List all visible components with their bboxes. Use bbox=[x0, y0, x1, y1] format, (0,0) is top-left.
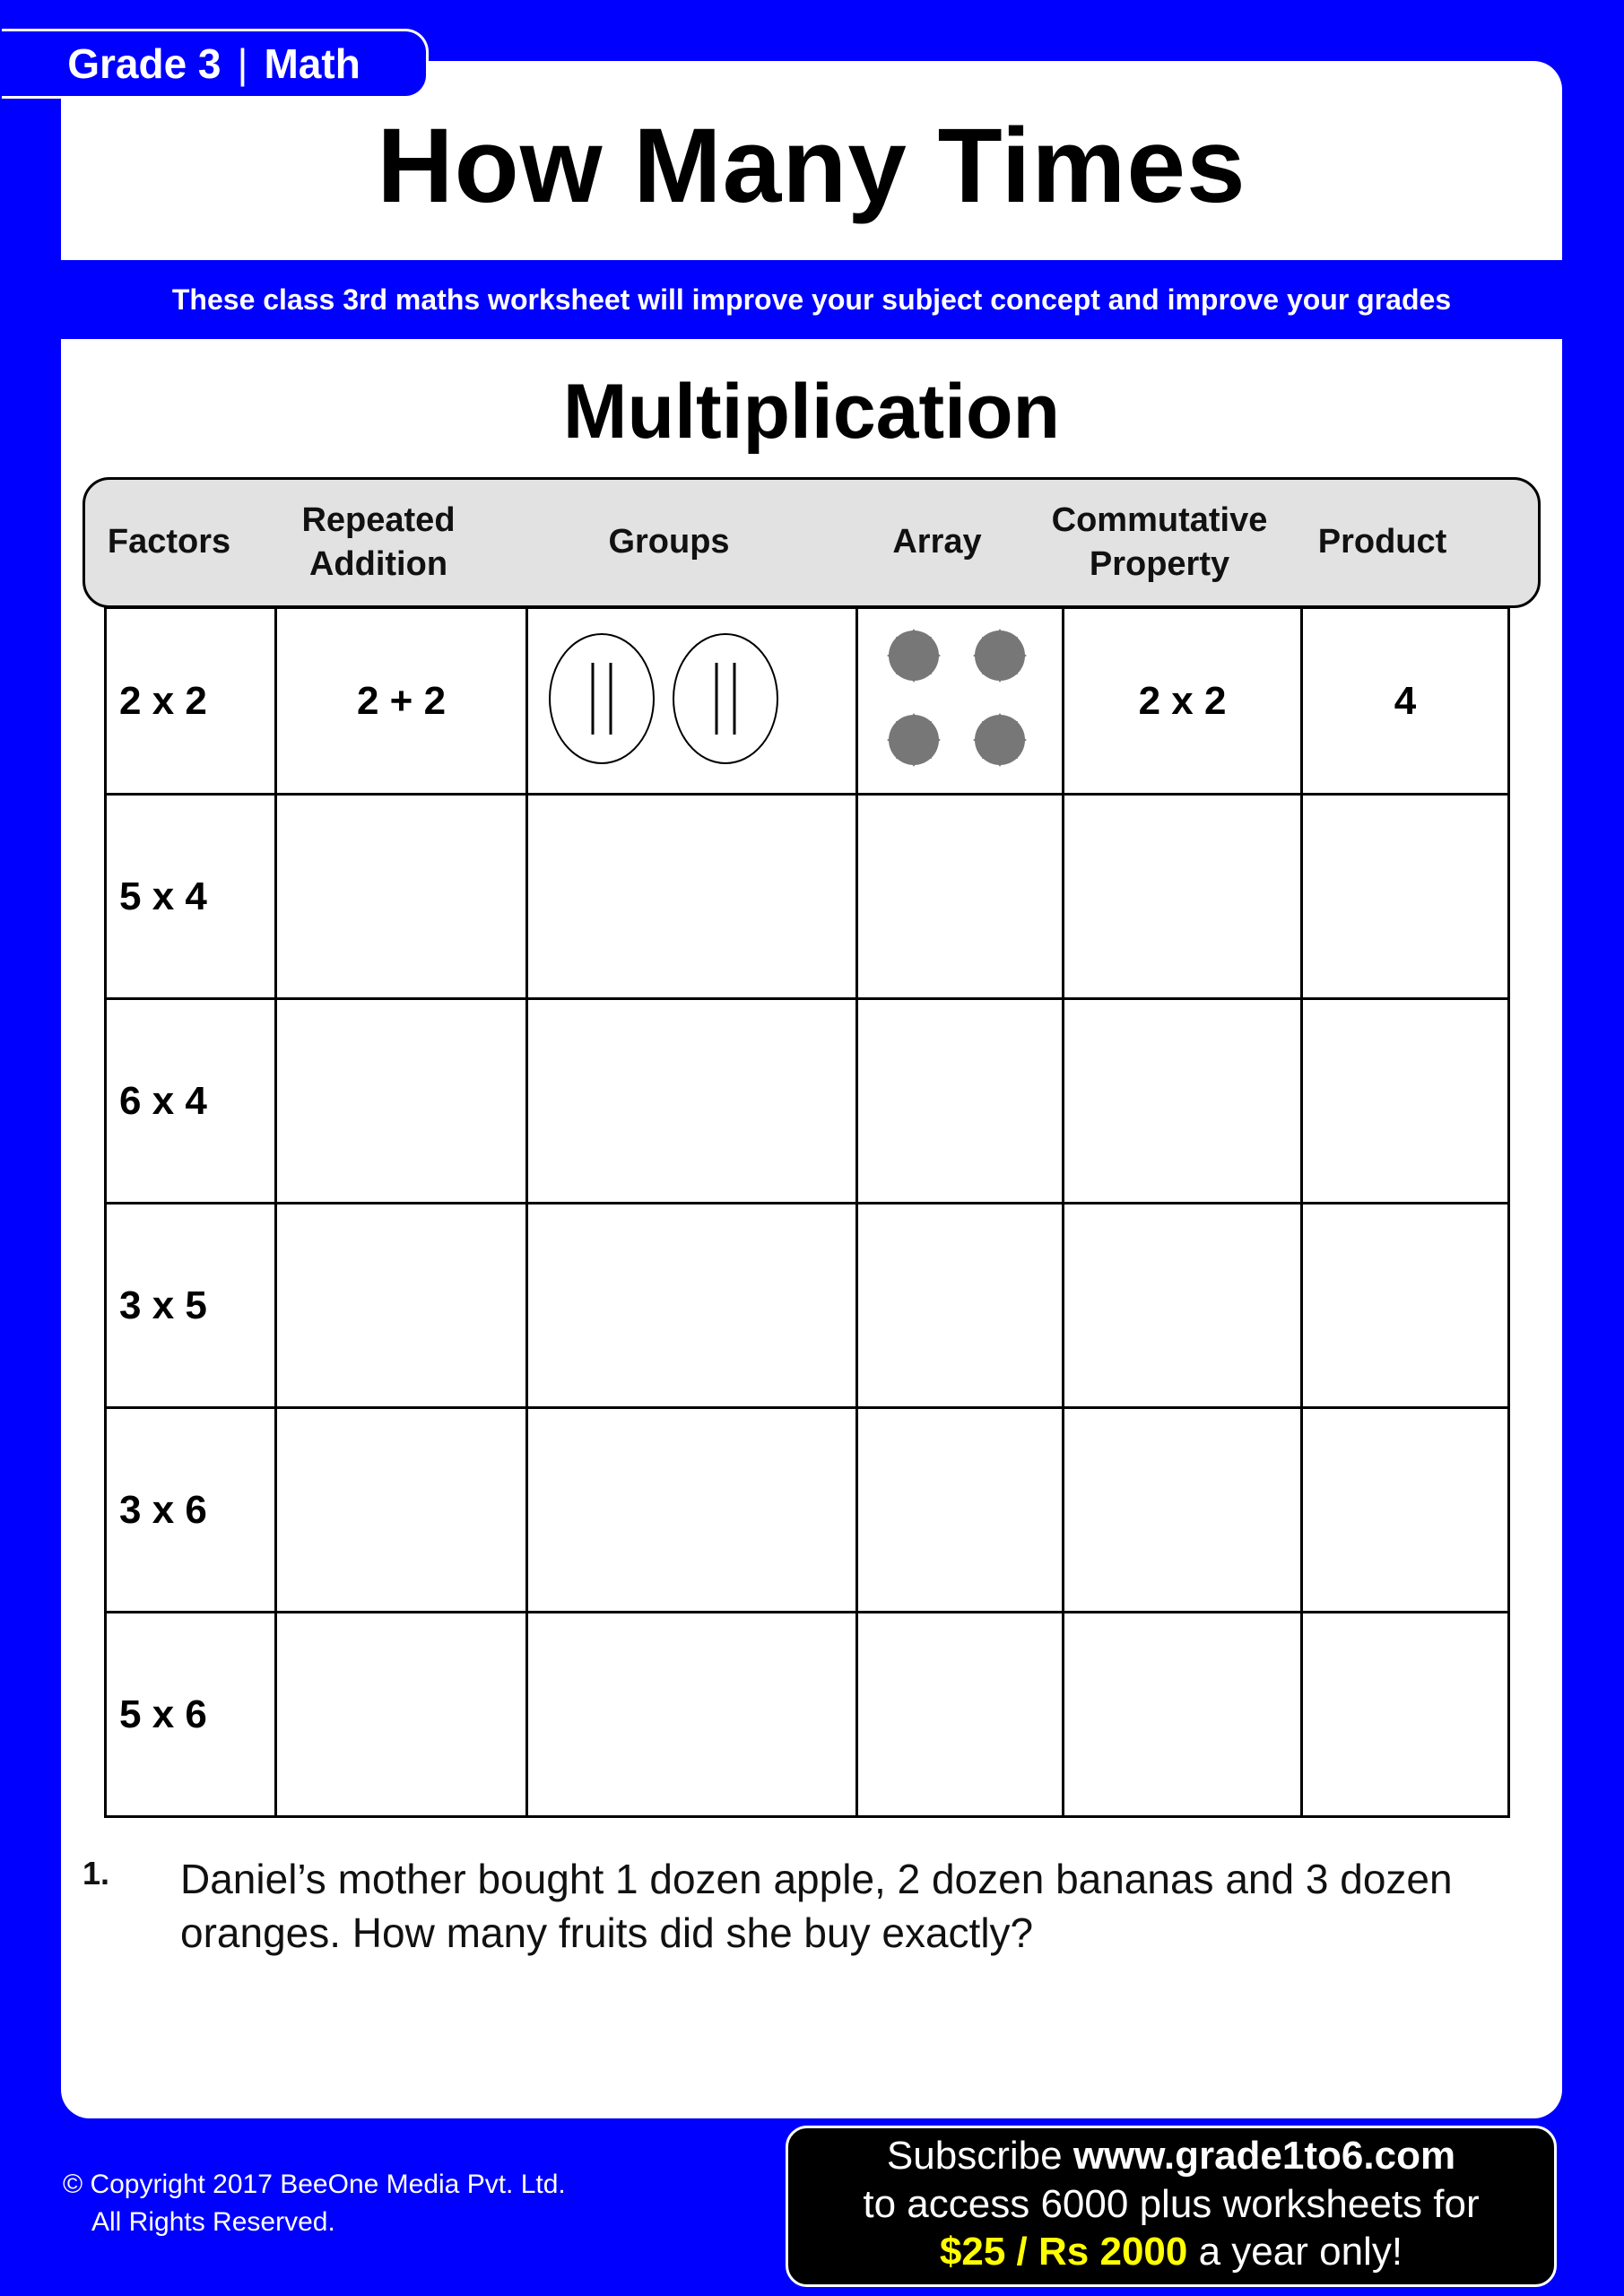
page-subtitle: These class 3rd maths worksheet will improve your subject concept and improve your grades bbox=[171, 283, 1452, 316]
table-row bbox=[106, 1613, 1509, 1817]
table-header-bar bbox=[83, 477, 1541, 608]
promo-pre: Subscribe bbox=[886, 2134, 1073, 2178]
commutative-cell[interactable] bbox=[1064, 1204, 1302, 1408]
commutative-cell[interactable] bbox=[1064, 1613, 1302, 1817]
header-groups: Groups bbox=[608, 523, 730, 561]
array-dot bbox=[887, 713, 941, 767]
table-row bbox=[106, 1204, 1509, 1408]
table-row bbox=[106, 1408, 1509, 1613]
array-cell bbox=[857, 608, 1064, 795]
factors-cell: 3 x 6 bbox=[106, 1408, 276, 1613]
commutative-cell[interactable] bbox=[1064, 1408, 1302, 1613]
worksheet-card bbox=[61, 339, 1562, 2118]
groups-cell[interactable] bbox=[527, 1613, 857, 1817]
tab-separator: | bbox=[237, 40, 248, 87]
array-dot bbox=[887, 629, 941, 683]
copyright-line: © Copyright 2017 BeeOne Media Pvt. Ltd. bbox=[63, 2170, 566, 2199]
repeated-addition-cell[interactable] bbox=[276, 1204, 527, 1408]
commutative-cell: 2 x 2 bbox=[1064, 608, 1302, 795]
array-dot bbox=[973, 713, 1027, 767]
repeated-addition-cell[interactable] bbox=[276, 1613, 527, 1817]
product-cell[interactable] bbox=[1302, 1613, 1509, 1817]
header-repeated-addition: Repeated Addition bbox=[301, 500, 456, 583]
groups-drawing bbox=[528, 609, 858, 788]
header-commutative-property: Commutative Property bbox=[1051, 500, 1268, 583]
groups-cell[interactable] bbox=[527, 999, 857, 1204]
header-product: Product bbox=[1317, 523, 1447, 561]
repeated-addition-cell[interactable] bbox=[276, 795, 527, 999]
promo-line-1 bbox=[788, 2132, 1554, 2180]
array-cell[interactable] bbox=[857, 795, 1064, 999]
header-factors: Factors bbox=[107, 523, 231, 561]
subject-label: Math bbox=[264, 40, 360, 87]
table-row bbox=[106, 795, 1509, 999]
factors-cell: 5 x 6 bbox=[106, 1613, 276, 1817]
array-cell[interactable] bbox=[857, 1613, 1064, 1817]
array-drawing bbox=[858, 609, 1064, 788]
array-dot bbox=[973, 629, 1027, 683]
group-oval-2 bbox=[673, 634, 777, 763]
repeated-addition-cell: 2 + 2 bbox=[276, 608, 527, 795]
table-row bbox=[106, 999, 1509, 1204]
groups-cell[interactable] bbox=[527, 795, 857, 999]
question-text: Daniel’s mother bought 1 dozen apple, 2 dozen bananas and 3 dozen oranges. How many fruits did she buy exactly? bbox=[180, 1856, 1453, 1956]
commutative-cell[interactable] bbox=[1064, 795, 1302, 999]
promo-price: $25 / Rs 2000 bbox=[939, 2230, 1188, 2274]
product-cell[interactable] bbox=[1302, 999, 1509, 1204]
question-number: 1. bbox=[83, 1855, 110, 1892]
array-cell[interactable] bbox=[857, 1204, 1064, 1408]
repeated-addition-cell[interactable] bbox=[276, 1408, 527, 1613]
product-cell: 4 bbox=[1302, 608, 1509, 795]
multiplication-table bbox=[104, 606, 1510, 1818]
commutative-cell[interactable] bbox=[1064, 999, 1302, 1204]
subscribe-banner[interactable] bbox=[786, 2126, 1557, 2287]
header-array: Array bbox=[892, 523, 982, 561]
grade-subject-tab bbox=[2, 29, 429, 99]
page-title: How Many Times bbox=[377, 107, 1246, 225]
groups-cell[interactable] bbox=[527, 1408, 857, 1613]
repeated-addition-cell[interactable] bbox=[276, 999, 527, 1204]
rights-reserved-line: All Rights Reserved. bbox=[91, 2207, 335, 2237]
groups-cell[interactable] bbox=[527, 1204, 857, 1408]
factors-cell: 3 x 5 bbox=[106, 1204, 276, 1408]
promo-line-2: to access 6000 plus worksheets for bbox=[863, 2181, 1480, 2226]
promo-line-3 bbox=[788, 2228, 1554, 2276]
table-row bbox=[106, 608, 1509, 795]
factors-cell: 2 x 2 bbox=[106, 608, 276, 795]
groups-cell bbox=[527, 608, 857, 795]
grade-label: Grade 3 bbox=[67, 40, 221, 87]
section-title: Multiplication bbox=[562, 369, 1061, 455]
factors-cell: 6 x 4 bbox=[106, 999, 276, 1204]
copyright-notice bbox=[63, 2166, 566, 2241]
product-cell[interactable] bbox=[1302, 1204, 1509, 1408]
promo-url-link[interactable]: www.grade1to6.com bbox=[1073, 2134, 1456, 2178]
array-cell[interactable] bbox=[857, 999, 1064, 1204]
product-cell[interactable] bbox=[1302, 1408, 1509, 1613]
factors-cell: 5 x 4 bbox=[106, 795, 276, 999]
array-cell[interactable] bbox=[857, 1408, 1064, 1613]
promo-post: a year only! bbox=[1187, 2230, 1403, 2274]
group-oval-1 bbox=[550, 634, 654, 763]
product-cell[interactable] bbox=[1302, 795, 1509, 999]
